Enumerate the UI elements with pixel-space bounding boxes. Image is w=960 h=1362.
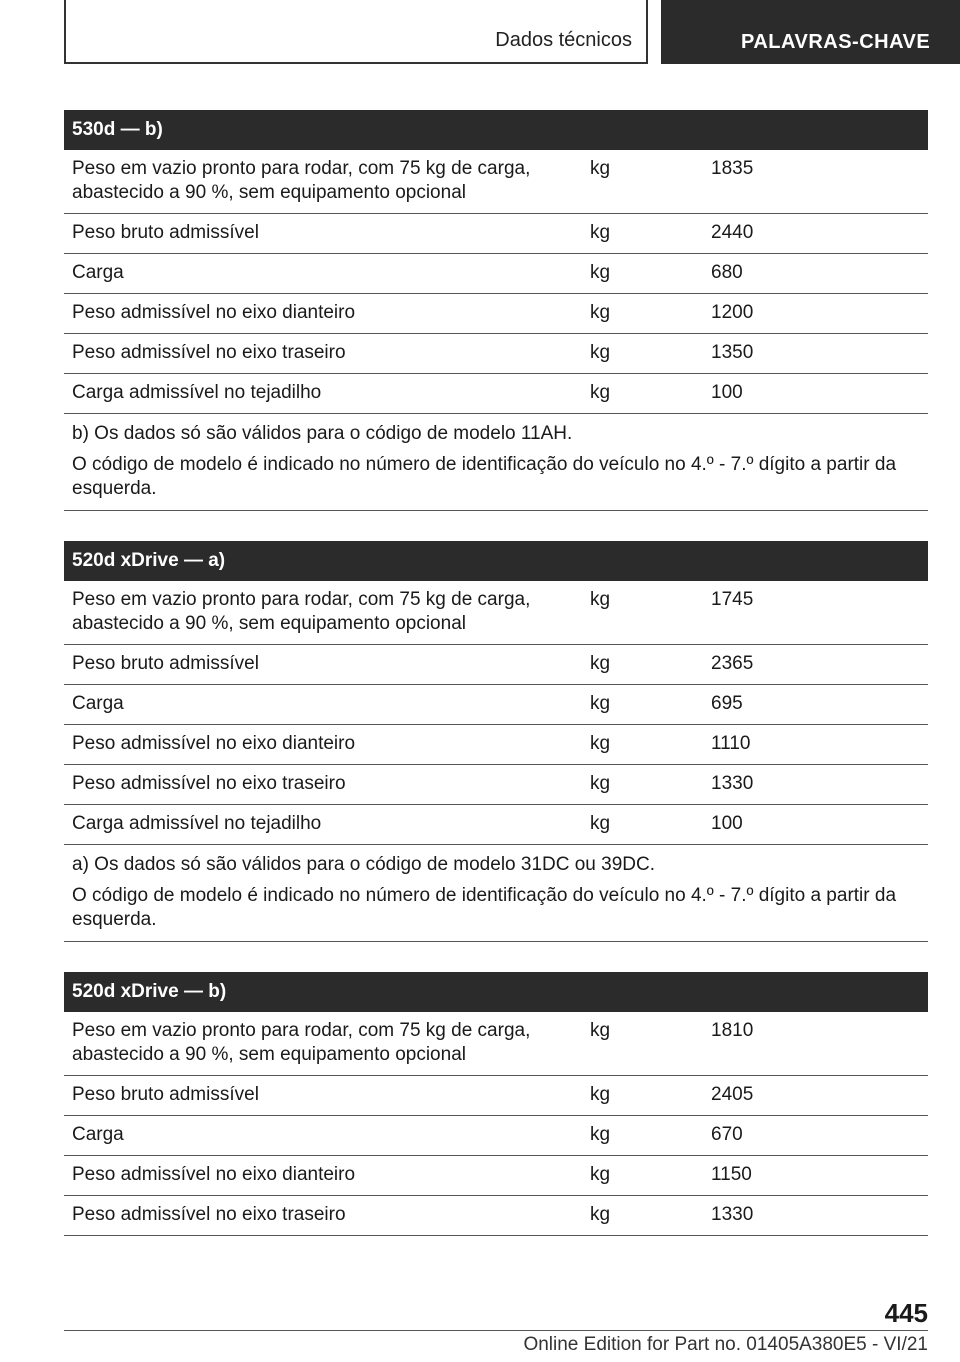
section-footnote — [64, 845, 928, 942]
table-row — [64, 1116, 928, 1156]
row-label: Peso admissível no eixo dianteiro — [72, 733, 356, 754]
row-unit: kg — [590, 1164, 611, 1185]
row-value: 695 — [711, 693, 743, 714]
row-unit: kg — [590, 733, 611, 754]
spec-section-520d-xdrive-b — [64, 972, 928, 1236]
row-value: 1150 — [711, 1164, 752, 1185]
row-label: Carga — [72, 262, 124, 283]
footnote-vin-hint: O código de modelo é indicado no número de identificação do veículo no 4.º - 7.º dígito a partir da esquerda. — [72, 454, 897, 499]
row-value: 2440 — [711, 222, 754, 243]
row-unit: kg — [590, 1020, 611, 1041]
row-value: 1200 — [711, 302, 754, 323]
row-unit: kg — [590, 382, 611, 403]
table-row — [64, 581, 928, 645]
row-label: Peso bruto admissível — [72, 653, 259, 674]
row-label: Carga admissível no tejadilho — [72, 813, 322, 834]
row-value: 1330 — [711, 1204, 754, 1225]
row-label: Peso bruto admissível — [72, 1084, 259, 1105]
row-unit: kg — [590, 302, 611, 323]
row-value: 2405 — [711, 1084, 754, 1105]
row-unit: kg — [590, 1124, 611, 1145]
row-value: 1350 — [711, 342, 754, 363]
table-row — [64, 725, 928, 765]
spec-tables — [64, 110, 928, 1266]
row-value: 100 — [711, 813, 743, 834]
spec-section-520d-xdrive-a — [64, 541, 928, 942]
table-row — [64, 214, 928, 254]
row-unit: kg — [590, 813, 611, 834]
tab-palavras-chave-label: PALAVRAS-CHAVE — [741, 31, 931, 53]
row-unit: kg — [590, 589, 611, 610]
row-unit: kg — [590, 1084, 611, 1105]
table-row — [64, 805, 928, 845]
row-label: Peso admissível no eixo traseiro — [72, 1204, 346, 1225]
table-row — [64, 294, 928, 334]
row-label: Peso bruto admissível — [72, 222, 259, 243]
footnote-model-code: a) Os dados só são válidos para o código de modelo 31DC ou 39DC. — [72, 854, 656, 875]
footnote-vin-hint: O código de modelo é indicado no número de identificação do veículo no 4.º - 7.º dígito a partir da esquerda. — [72, 885, 897, 930]
row-label: Peso admissível no eixo dianteiro — [72, 302, 356, 323]
row-value: 1835 — [711, 158, 754, 179]
footer-edition-text: Online Edition for Part no. 01405A380E5 - VI/21 — [523, 1334, 928, 1355]
table-row — [64, 1156, 928, 1196]
section-title: 530d — b) — [64, 110, 928, 150]
tab-palavras-chave[interactable] — [661, 0, 960, 64]
footnote-model-code: b) Os dados só são válidos para o código de modelo 11AH. — [72, 423, 573, 444]
row-value: 2365 — [711, 653, 754, 674]
row-value: 1330 — [711, 773, 754, 794]
row-label: Peso em vazio pronto para rodar, com 75 kg de carga, abastecido a 90 %, sem equipamento opcional — [72, 589, 531, 634]
section-title: 520d xDrive — b) — [64, 972, 928, 1012]
row-unit: kg — [590, 342, 611, 363]
table-row — [64, 645, 928, 685]
row-label: Carga — [72, 1124, 124, 1145]
table-row — [64, 1012, 928, 1076]
section-title: 520d xDrive — a) — [64, 541, 928, 581]
table-row — [64, 685, 928, 725]
row-unit: kg — [590, 1204, 611, 1225]
table-row — [64, 1196, 928, 1236]
section-footnote — [64, 414, 928, 511]
row-label: Peso em vazio pronto para rodar, com 75 kg de carga, abastecido a 90 %, sem equipamento opcional — [72, 1020, 531, 1065]
table-row — [64, 334, 928, 374]
row-unit: kg — [590, 222, 611, 243]
row-value: 1810 — [711, 1020, 754, 1041]
table-row — [64, 374, 928, 414]
table-row — [64, 150, 928, 214]
table-row — [64, 254, 928, 294]
spec-section-530d-b — [64, 110, 928, 511]
row-label: Peso em vazio pronto para rodar, com 75 kg de carga, abastecido a 90 %, sem equipamento opcional — [72, 158, 531, 203]
row-label: Carga admissível no tejadilho — [72, 382, 322, 403]
row-unit: kg — [590, 262, 611, 283]
footer-divider — [64, 1330, 928, 1331]
row-label: Peso admissível no eixo traseiro — [72, 342, 346, 363]
table-row — [64, 1076, 928, 1116]
row-unit: kg — [590, 158, 611, 179]
row-value: 680 — [711, 262, 743, 283]
row-unit: kg — [590, 693, 611, 714]
row-unit: kg — [590, 653, 611, 674]
row-label: Carga — [72, 693, 124, 714]
tab-dados-tecnicos[interactable]: Dados técnicos — [495, 29, 632, 51]
row-value: 1110 — [711, 733, 751, 754]
row-label: Peso admissível no eixo dianteiro — [72, 1164, 356, 1185]
table-row — [64, 765, 928, 805]
page-number: 445 — [884, 1298, 928, 1328]
row-value: 670 — [711, 1124, 743, 1145]
header-section-box — [64, 0, 648, 64]
row-unit: kg — [590, 773, 611, 794]
row-label: Peso admissível no eixo traseiro — [72, 773, 346, 794]
row-value: 100 — [711, 382, 743, 403]
row-value: 1745 — [711, 589, 754, 610]
